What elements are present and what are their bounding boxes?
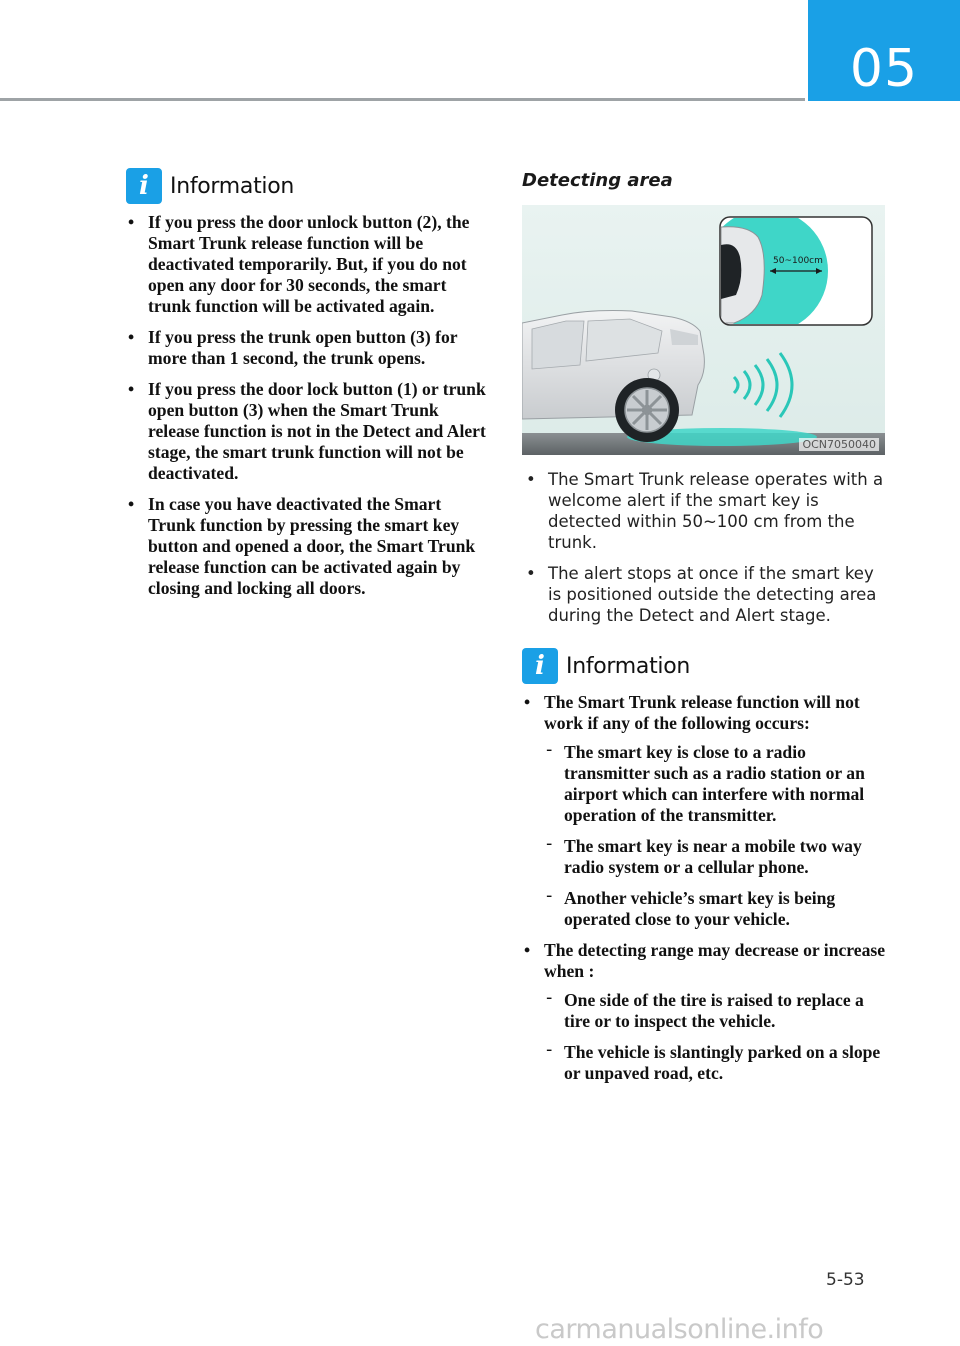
sub-list: [544, 990, 887, 1084]
information-icon: i: [126, 168, 162, 204]
car-illustration: [522, 205, 885, 455]
info-list: [126, 212, 486, 599]
page-number: 5-53: [826, 1270, 865, 1290]
sub-item: - The vehicle is slantingly parked on a slope or unpaved road, etc.: [544, 1042, 887, 1084]
right-column: [522, 170, 887, 1094]
sub-item: - Another vehicle’s smart key is being operated close to your vehicle.: [544, 888, 887, 930]
information-icon: i: [522, 648, 558, 684]
footer-watermark: carmanualsonline.info: [535, 1314, 824, 1345]
sub-list: [544, 742, 887, 930]
detecting-item: • The alert stops at once if the smart key is positioned outside the detecting area during the Detect and Alert stage.: [522, 563, 887, 626]
info-item-text: The detecting range may decrease or increase when :: [544, 940, 886, 981]
detecting-item: • The Smart Trunk release operates with a welcome alert if the smart key is detected within 50~100 cm from the trunk.: [522, 469, 887, 553]
info-item: [522, 940, 887, 1084]
info-title: Information: [566, 653, 691, 679]
header-rule: [0, 98, 805, 101]
range-label: 50~100cm: [773, 256, 823, 266]
info-block: [522, 648, 887, 1084]
sub-item: - One side of the tire is raised to replace a tire or to inspect the vehicle.: [544, 990, 887, 1032]
info-item-text: The Smart Trunk release function will not work if any of the following occurs:: [544, 692, 860, 733]
detecting-area-figure: [522, 205, 885, 455]
info-header: [126, 168, 486, 204]
info-title: Information: [170, 173, 295, 199]
info-item: • In case you have deactivated the Smart Trunk function by pressing the smart key button and opened a door, the Smart Trunk release function can be activated again by closing and locking all doors.: [126, 494, 486, 599]
info-item: • If you press the trunk open button (3) for more than 1 second, the trunk opens.: [126, 327, 486, 369]
figure-code: OCN7050040: [799, 438, 879, 451]
info-header: [522, 648, 887, 684]
info-item: • If you press the door unlock button (2), the Smart Trunk release function will be deactivated temporarily. But, if you do not open any door for 30 seconds, the smart trunk function will be activated again.: [126, 212, 486, 317]
info-item: [522, 692, 887, 930]
chapter-tab: 05: [808, 0, 960, 101]
sub-item: - The smart key is close to a radio transmitter such as a radio station or an airport which can interfere with normal operation of the transmitter.: [544, 742, 887, 826]
info-list: [522, 692, 887, 1084]
sub-item: - The smart key is near a mobile two way radio system or a cellular phone.: [544, 836, 887, 878]
section-title: Detecting area: [522, 170, 673, 191]
detecting-list: [522, 469, 887, 626]
inset-detail: [704, 209, 872, 333]
left-column: [126, 168, 486, 609]
info-item: • If you press the door lock button (1) or trunk open button (3) when the Smart Trunk release function is not in the Detect and Alert stage, the smart trunk function will not be deactivated.: [126, 379, 486, 484]
